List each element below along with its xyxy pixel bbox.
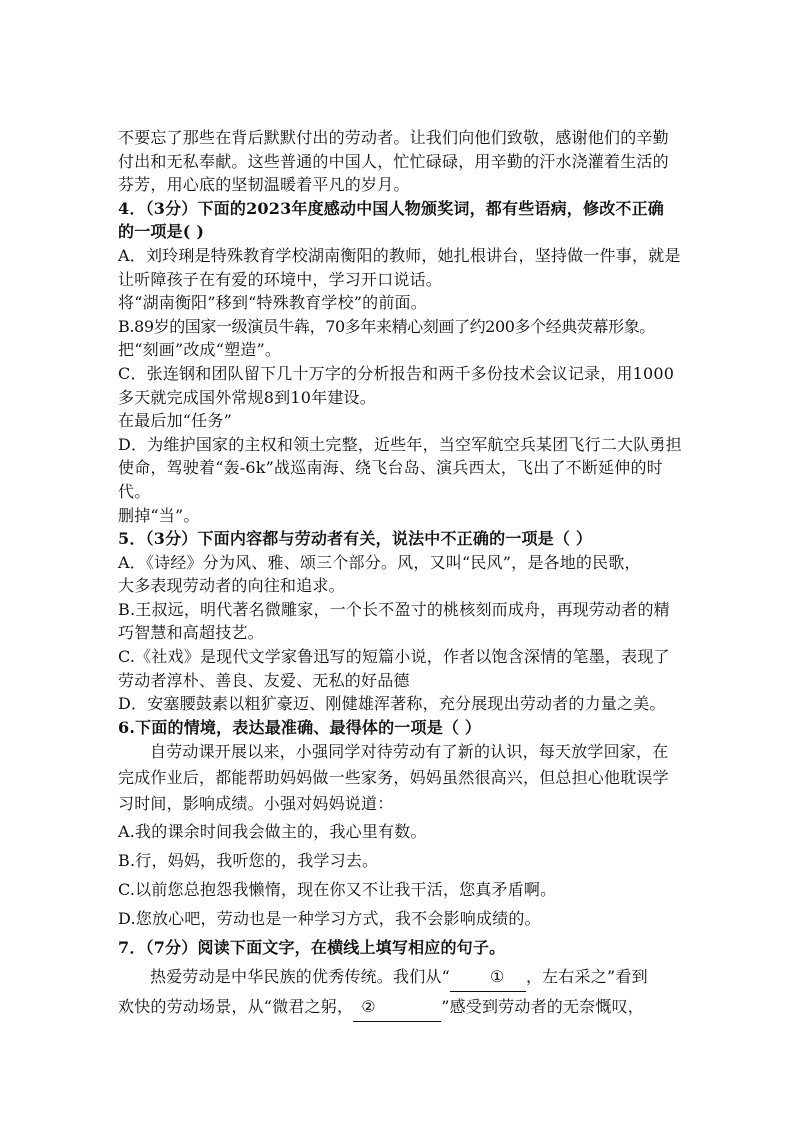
q5-option-c: 劳动者淳朴、善良、友爱、无私的好品德 [118, 670, 410, 690]
q6-option-d: D.您放心吧，劳动也是一种学习方式，我不会影响成绩的。 [118, 909, 541, 929]
q5-option-a: A．《诗经》分为风、雅、颂三个部分。风，又叫“民风”，是各地的民歌， [118, 552, 641, 572]
q4-option-b-fix: 把“刻画”改成“塑造”。 [118, 340, 282, 360]
q6-passage-line: 完成作业后，都能帮助妈妈做一些家务，妈妈虽然很高兴，但总担心他耽误学 [118, 768, 669, 788]
q5-stem: 5．（3分）下面内容都与劳动者有关，说法中不正确的一项是（ ） [118, 529, 593, 549]
fill-blank-1[interactable]: ① [450, 962, 526, 992]
q4-option-a: A．刘玲琍是特殊教育学校湖南衡阳的教师，她扎根讲台，坚持做一件事，就是 [118, 245, 681, 265]
q4-option-a-fix: 将“湖南衡阳”移到“特殊教育学校”的前面。 [118, 293, 427, 313]
q6-option-b: B.行，妈妈，我听您的，我学习去。 [118, 851, 379, 871]
q7-stem: 7．（7分）阅读下面文字，在横线上填写相应的句子。 [118, 938, 506, 958]
q6-option-c: C.以前您总抱怨我懒惰，现在你又不让我干活，您真矛盾啊。 [118, 880, 557, 900]
q4-option-c: 多天就完成国外常规8到10年建设。 [118, 387, 376, 407]
q4-stem: 4．（3分）下面的2023年度感动中国人物颁奖词，都有些语病，修改不正确 [118, 198, 664, 218]
q4-option-c-fix: 在最后加“任务” [118, 411, 232, 431]
q4-option-d-fix: 删掉“当”。 [118, 505, 200, 525]
q6-passage-line: 习时间，影响成绩。小强对妈妈说道： [118, 794, 394, 814]
q7-passage-line [118, 992, 718, 1022]
q6-passage-line: 自劳动课开展以来，小强同学对待劳动有了新的认识，每天放学回家，在 [150, 742, 669, 762]
intro-line: 付出和无私奉献。这些普通的中国人，忙忙碌碌，用辛勤的汗水浇灌着生活的 [118, 151, 669, 171]
q7-text: ，左右采之”看到 [525, 967, 648, 987]
q4-option-d: D．为维护国家的主权和领土完整，近些年，当空军航空兵某团飞行二大队勇担 [118, 434, 682, 454]
q4-option-c: C．张连钢和团队留下几十万字的分析报告和两千多份技术会议记录，用1000 [118, 363, 675, 383]
q5-option-c: C.《社戏》是现代文学家鲁迅写的短篇小说，作者以饱含深情的笔墨，表现了 [118, 647, 670, 667]
q4-option-a: 让听障孩子在有爱的环境中，学习开口说话。 [118, 269, 443, 289]
q7-passage-line [118, 962, 718, 992]
q5-option-d: D．安塞腰鼓素以粗犷豪迈、刚健雄浑著称，充分展现出劳动者的力量之美。 [118, 694, 666, 714]
fill-blank-2[interactable]: ② [353, 992, 441, 1022]
q7-text: 欢快的劳动场景，从“微君之躬， [118, 997, 354, 1017]
exam-page [118, 126, 718, 1022]
q6-passage [118, 739, 718, 817]
q5-option-b: B.王叔远，明代著名微雕家，一个长不盈寸的桃核刻而成舟，再现劳动者的精 [118, 599, 670, 619]
q7-text: 热爱劳动是中华民族的优秀传统。我们从“ [150, 967, 450, 987]
q6-option-a: A.我的课余时间我会做主的，我心里有数。 [118, 822, 427, 842]
intro-line: 不要忘了那些在背后默默付出的劳动者。让我们向他们致敬，感谢他们的辛勤 [118, 128, 669, 147]
q4-option-d: 使命，驾驶着“轰-6k”战巡南海、绕飞台岛、演兵西太，飞出了不断延伸的时 [118, 458, 663, 478]
q4-option-b: B.89岁的国家一级演员牛犇，70多年来精心刻画了约200多个经典荧幕形象。 [118, 316, 655, 336]
q4-option-d: 代。 [118, 481, 151, 501]
q7-text: ”感受到劳动者的无奈慨叹， [441, 997, 644, 1017]
q5-option-a: 大多表现劳动者的向往和追求。 [118, 576, 345, 596]
q5-option-b: 巧智慧和高超技艺。 [118, 623, 264, 643]
q6-stem: 6.下面的情境，表达最准确、最得体的一项是（ ） [118, 717, 482, 737]
intro-line: 芬芳，用心底的坚韧温暖着平凡的岁月。 [118, 175, 410, 195]
q4-stem: 的一项是( ) [118, 222, 205, 242]
